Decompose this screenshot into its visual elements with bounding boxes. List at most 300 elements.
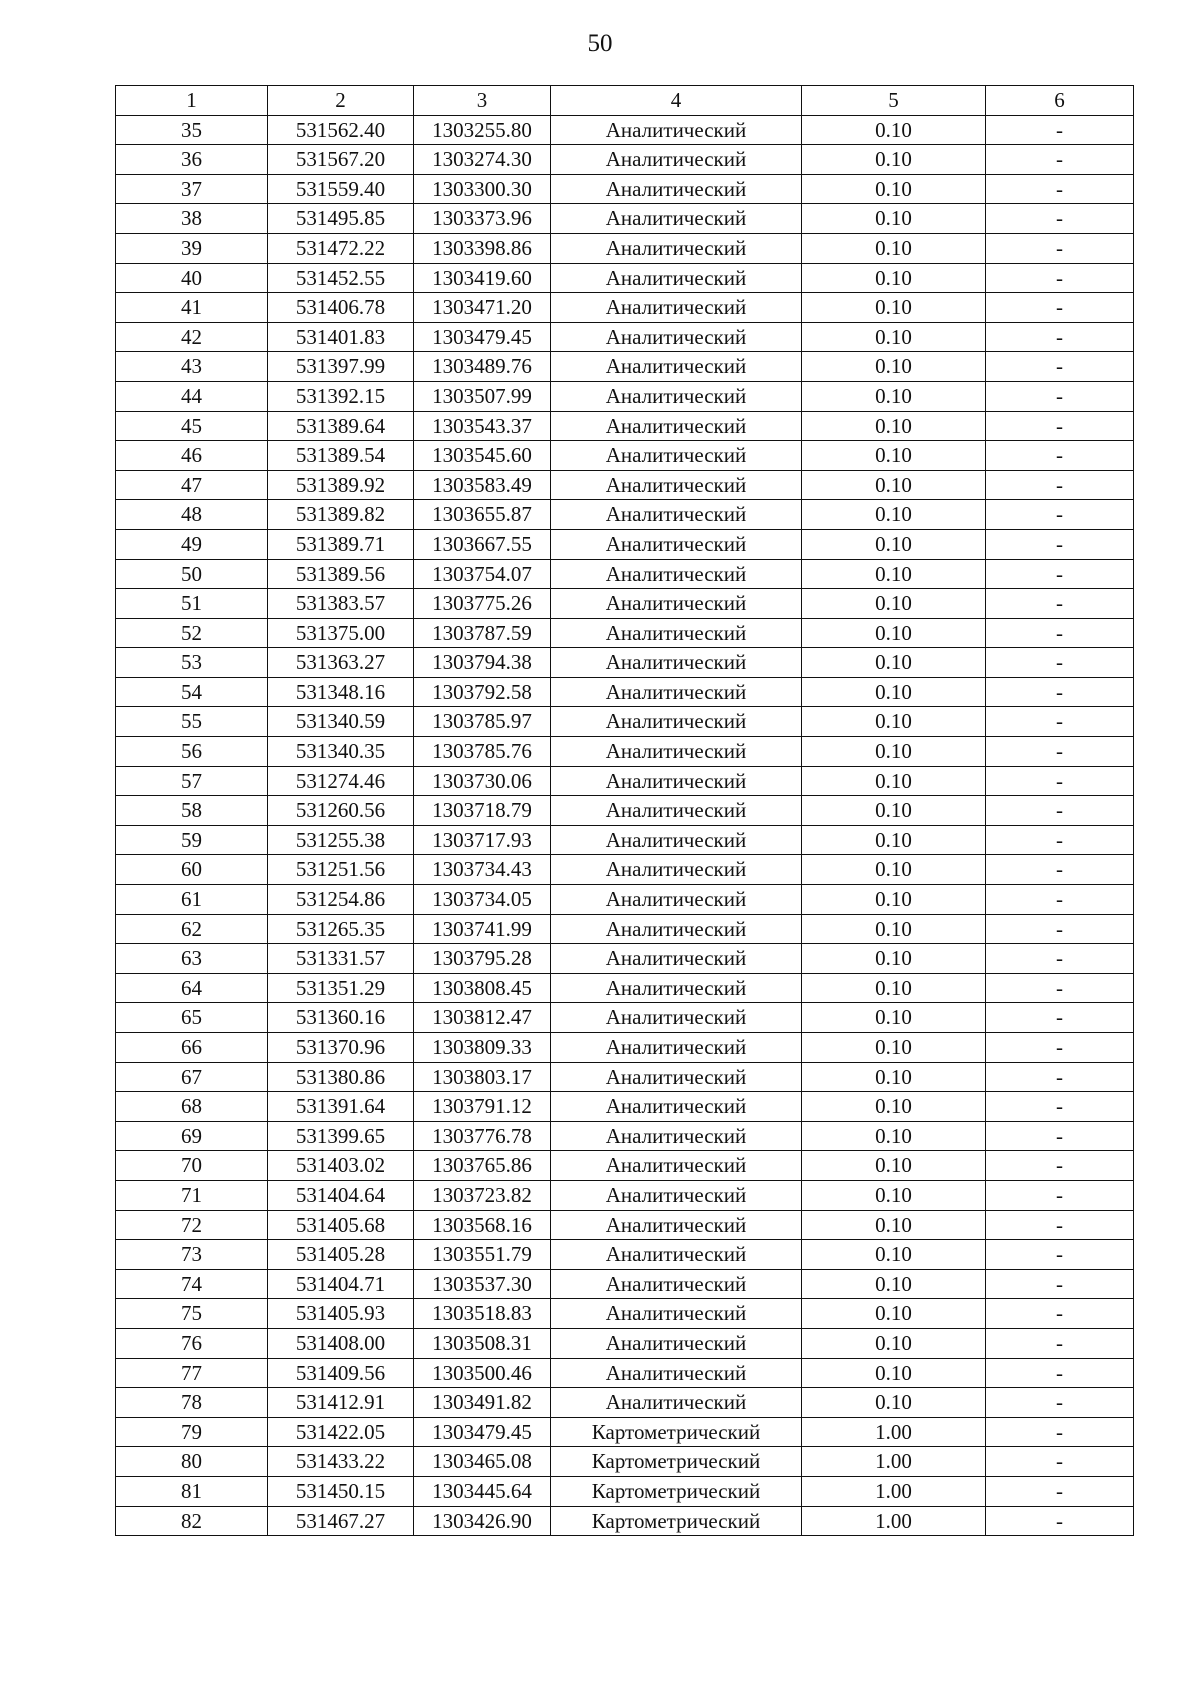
table-cell: 531255.38: [268, 825, 414, 855]
table-cell: 65: [116, 1003, 268, 1033]
table-cell: 0.10: [802, 1240, 986, 1270]
table-cell: 0.10: [802, 293, 986, 323]
table-cell: 1303803.17: [414, 1062, 551, 1092]
table-cell: 36: [116, 145, 268, 175]
table-cell: 0.10: [802, 529, 986, 559]
table-cell: 0.10: [802, 500, 986, 530]
table-cell: Аналитический: [551, 1240, 802, 1270]
table-cell: Аналитический: [551, 1121, 802, 1151]
table-cell: 49: [116, 529, 268, 559]
table-cell: 1303551.79: [414, 1240, 551, 1270]
table-cell: 1303718.79: [414, 796, 551, 826]
table-row: [116, 293, 1134, 323]
table-cell: 67: [116, 1062, 268, 1092]
table-cell: 531452.55: [268, 263, 414, 293]
table-cell: 0.10: [802, 1003, 986, 1033]
table-cell: -: [986, 1210, 1134, 1240]
table-cell: 1303489.76: [414, 352, 551, 382]
table-row: [116, 1388, 1134, 1418]
table-row: [116, 322, 1134, 352]
table-cell: -: [986, 707, 1134, 737]
table-cell: -: [986, 944, 1134, 974]
table-cell: Аналитический: [551, 559, 802, 589]
table-cell: 1303479.45: [414, 322, 551, 352]
table-cell: 45: [116, 411, 268, 441]
table-row: [116, 1180, 1134, 1210]
table-row: [116, 500, 1134, 530]
table-cell: 1303785.76: [414, 737, 551, 767]
table-cell: 531351.29: [268, 973, 414, 1003]
table-cell: 0.10: [802, 589, 986, 619]
table-cell: 531340.35: [268, 737, 414, 767]
table-cell: 72: [116, 1210, 268, 1240]
table-cell: -: [986, 293, 1134, 323]
table-row: [116, 233, 1134, 263]
table-row: [116, 441, 1134, 471]
table-row: [116, 411, 1134, 441]
table-cell: 531251.56: [268, 855, 414, 885]
table-cell: -: [986, 115, 1134, 145]
table-cell: -: [986, 1328, 1134, 1358]
table-cell: 73: [116, 1240, 268, 1270]
table-cell: 53: [116, 648, 268, 678]
table-cell: Аналитический: [551, 677, 802, 707]
table-cell: 70: [116, 1151, 268, 1181]
table-cell: -: [986, 1151, 1134, 1181]
table-row: [116, 263, 1134, 293]
table-cell: 78: [116, 1388, 268, 1418]
table-cell: 531363.27: [268, 648, 414, 678]
table-row: [116, 1447, 1134, 1477]
table-cell: Аналитический: [551, 1269, 802, 1299]
table-cell: 1303734.05: [414, 885, 551, 915]
table-cell: 52: [116, 618, 268, 648]
table-cell: 531389.64: [268, 411, 414, 441]
table-row: [116, 1299, 1134, 1329]
table-cell: -: [986, 204, 1134, 234]
table-cell: 1303500.46: [414, 1358, 551, 1388]
table-cell: -: [986, 1476, 1134, 1506]
table-cell: 42: [116, 322, 268, 352]
table-cell: -: [986, 1388, 1134, 1418]
table-cell: -: [986, 677, 1134, 707]
table-cell: 1303465.08: [414, 1447, 551, 1477]
table-cell: 58: [116, 796, 268, 826]
table-cell: 531472.22: [268, 233, 414, 263]
table-cell: -: [986, 914, 1134, 944]
table-row: [116, 204, 1134, 234]
table-cell: 531389.71: [268, 529, 414, 559]
table-cell: 0.10: [802, 648, 986, 678]
table-cell: 1303508.31: [414, 1328, 551, 1358]
table-cell: 531567.20: [268, 145, 414, 175]
table-body: [116, 115, 1134, 1536]
table-cell: Аналитический: [551, 796, 802, 826]
table-cell: 0.10: [802, 796, 986, 826]
table-cell: -: [986, 1062, 1134, 1092]
table-cell: 80: [116, 1447, 268, 1477]
coordinates-table: [115, 85, 1134, 1536]
table-cell: 68: [116, 1092, 268, 1122]
table-cell: Аналитический: [551, 1033, 802, 1063]
table-cell: -: [986, 973, 1134, 1003]
table-cell: Аналитический: [551, 411, 802, 441]
table-cell: 0.10: [802, 766, 986, 796]
table-cell: 76: [116, 1328, 268, 1358]
table-cell: 0.10: [802, 1328, 986, 1358]
table-cell: 0.10: [802, 559, 986, 589]
table-row: [116, 1269, 1134, 1299]
table-cell: Аналитический: [551, 1003, 802, 1033]
table-row: [116, 944, 1134, 974]
table-cell: 0.10: [802, 1033, 986, 1063]
table-cell: 0.10: [802, 441, 986, 471]
table-cell: 1.00: [802, 1506, 986, 1536]
table-cell: 66: [116, 1033, 268, 1063]
table-row: [116, 973, 1134, 1003]
table-cell: 1303667.55: [414, 529, 551, 559]
table-cell: 1303373.96: [414, 204, 551, 234]
column-header: 1: [116, 86, 268, 116]
table-row: [116, 1240, 1134, 1270]
column-header: 6: [986, 86, 1134, 116]
table-cell: Аналитический: [551, 322, 802, 352]
table-cell: 531433.22: [268, 1447, 414, 1477]
table-cell: 531331.57: [268, 944, 414, 974]
table-cell: -: [986, 737, 1134, 767]
table-cell: -: [986, 648, 1134, 678]
table-cell: 531404.71: [268, 1269, 414, 1299]
table-cell: 531391.64: [268, 1092, 414, 1122]
table-cell: 531405.68: [268, 1210, 414, 1240]
table-cell: -: [986, 470, 1134, 500]
table-cell: 0.10: [802, 855, 986, 885]
table-cell: 61: [116, 885, 268, 915]
table-cell: 1303543.37: [414, 411, 551, 441]
table-cell: 0.10: [802, 1121, 986, 1151]
table-row: [116, 1062, 1134, 1092]
table-row: [116, 1210, 1134, 1240]
table-cell: 1303274.30: [414, 145, 551, 175]
column-header: 3: [414, 86, 551, 116]
table-cell: -: [986, 589, 1134, 619]
table-cell: 0.10: [802, 115, 986, 145]
table-cell: 1303776.78: [414, 1121, 551, 1151]
table-cell: Аналитический: [551, 737, 802, 767]
table-cell: 0.10: [802, 470, 986, 500]
table-row: [116, 707, 1134, 737]
table-cell: 69: [116, 1121, 268, 1151]
table-cell: 1303741.99: [414, 914, 551, 944]
table-cell: Аналитический: [551, 648, 802, 678]
table-row: [116, 589, 1134, 619]
table-cell: -: [986, 1417, 1134, 1447]
table-cell: Аналитический: [551, 914, 802, 944]
table-cell: 0.10: [802, 1299, 986, 1329]
table-cell: Аналитический: [551, 1092, 802, 1122]
table-cell: 531405.28: [268, 1240, 414, 1270]
table-cell: 0.10: [802, 1388, 986, 1418]
table-cell: 531274.46: [268, 766, 414, 796]
table-cell: 1303723.82: [414, 1180, 551, 1210]
table-cell: 0.10: [802, 174, 986, 204]
table-row: [116, 737, 1134, 767]
table-cell: -: [986, 381, 1134, 411]
table-cell: 39: [116, 233, 268, 263]
table-cell: -: [986, 263, 1134, 293]
table-cell: 82: [116, 1506, 268, 1536]
table-cell: 0.10: [802, 825, 986, 855]
table-cell: Аналитический: [551, 233, 802, 263]
table-cell: -: [986, 796, 1134, 826]
table-row: [116, 914, 1134, 944]
table-cell: 1303471.20: [414, 293, 551, 323]
table-row: [116, 677, 1134, 707]
table-cell: 531340.59: [268, 707, 414, 737]
column-header: 2: [268, 86, 414, 116]
table-cell: -: [986, 352, 1134, 382]
table-cell: 1.00: [802, 1447, 986, 1477]
table-cell: -: [986, 1299, 1134, 1329]
table-cell: -: [986, 529, 1134, 559]
table-cell: 0.10: [802, 1358, 986, 1388]
table-row: [116, 648, 1134, 678]
table-row: [116, 352, 1134, 382]
table-row: [116, 1328, 1134, 1358]
table-cell: Аналитический: [551, 973, 802, 1003]
table-cell: 0.10: [802, 145, 986, 175]
table-cell: 75: [116, 1299, 268, 1329]
table-cell: 40: [116, 263, 268, 293]
table-row: [116, 855, 1134, 885]
table-row: [116, 825, 1134, 855]
table-cell: 1303300.30: [414, 174, 551, 204]
table-cell: 1303730.06: [414, 766, 551, 796]
table-row: [116, 1358, 1134, 1388]
table-cell: 0.10: [802, 1269, 986, 1299]
table-cell: 1303545.60: [414, 441, 551, 471]
table-cell: 37: [116, 174, 268, 204]
table-cell: 531408.00: [268, 1328, 414, 1358]
table-cell: 531389.92: [268, 470, 414, 500]
table-cell: 0.10: [802, 973, 986, 1003]
table-cell: Аналитический: [551, 766, 802, 796]
table-cell: Аналитический: [551, 174, 802, 204]
table-cell: 41: [116, 293, 268, 323]
table-cell: -: [986, 1180, 1134, 1210]
table-cell: 531409.56: [268, 1358, 414, 1388]
table-cell: -: [986, 1092, 1134, 1122]
table-cell: 531401.83: [268, 322, 414, 352]
page-number: 50: [587, 30, 613, 57]
table-cell: Аналитический: [551, 855, 802, 885]
table-cell: 79: [116, 1417, 268, 1447]
table-cell: 0.10: [802, 618, 986, 648]
table-row: [116, 1033, 1134, 1063]
table-cell: Аналитический: [551, 204, 802, 234]
table-cell: 47: [116, 470, 268, 500]
table-cell: 1303518.83: [414, 1299, 551, 1329]
table-cell: 74: [116, 1269, 268, 1299]
table-cell: 531370.96: [268, 1033, 414, 1063]
table-row: [116, 559, 1134, 589]
table-row: [116, 1506, 1134, 1536]
table-cell: Аналитический: [551, 944, 802, 974]
table-cell: Аналитический: [551, 529, 802, 559]
table-cell: 57: [116, 766, 268, 796]
table-cell: 531405.93: [268, 1299, 414, 1329]
table-cell: 531495.85: [268, 204, 414, 234]
table-header-row: [116, 86, 1134, 116]
table-cell: 531450.15: [268, 1476, 414, 1506]
table-cell: 0.10: [802, 233, 986, 263]
table-row: [116, 766, 1134, 796]
table-cell: Аналитический: [551, 589, 802, 619]
table-cell: 1303717.93: [414, 825, 551, 855]
table-cell: 77: [116, 1358, 268, 1388]
table-row: [116, 529, 1134, 559]
table-cell: 43: [116, 352, 268, 382]
table-cell: Картометрический: [551, 1476, 802, 1506]
table-cell: -: [986, 559, 1134, 589]
table-cell: 1303754.07: [414, 559, 551, 589]
table-cell: 1303426.90: [414, 1506, 551, 1536]
table-cell: 0.10: [802, 411, 986, 441]
table-cell: 62: [116, 914, 268, 944]
table-cell: 531389.54: [268, 441, 414, 471]
table-cell: Аналитический: [551, 885, 802, 915]
table-cell: 1303765.86: [414, 1151, 551, 1181]
table-cell: 531348.16: [268, 677, 414, 707]
table-cell: 1.00: [802, 1476, 986, 1506]
table-cell: 1303785.97: [414, 707, 551, 737]
table-cell: -: [986, 1033, 1134, 1063]
table-cell: 531412.91: [268, 1388, 414, 1418]
table-cell: -: [986, 500, 1134, 530]
table-cell: 0.10: [802, 1092, 986, 1122]
table-cell: 531559.40: [268, 174, 414, 204]
table-cell: 0.10: [802, 322, 986, 352]
table-cell: Картометрический: [551, 1417, 802, 1447]
table-cell: Аналитический: [551, 381, 802, 411]
table-cell: Аналитический: [551, 1358, 802, 1388]
table-cell: 0.10: [802, 677, 986, 707]
table-cell: Картометрический: [551, 1447, 802, 1477]
table-cell: -: [986, 618, 1134, 648]
column-header: 5: [802, 86, 986, 116]
table-cell: 60: [116, 855, 268, 885]
table-row: [116, 174, 1134, 204]
table-cell: 1303808.45: [414, 973, 551, 1003]
table-cell: 1303775.26: [414, 589, 551, 619]
table-cell: 0.10: [802, 885, 986, 915]
table-row: [116, 885, 1134, 915]
table-cell: 38: [116, 204, 268, 234]
table-cell: Аналитический: [551, 1151, 802, 1181]
table-cell: -: [986, 1447, 1134, 1477]
table-cell: 81: [116, 1476, 268, 1506]
table-cell: 71: [116, 1180, 268, 1210]
table-cell: Аналитический: [551, 293, 802, 323]
table-cell: Аналитический: [551, 825, 802, 855]
table-cell: Аналитический: [551, 441, 802, 471]
table-cell: 0.10: [802, 1062, 986, 1092]
table-cell: 1303255.80: [414, 115, 551, 145]
table-row: [116, 1121, 1134, 1151]
table-cell: 531389.82: [268, 500, 414, 530]
table-cell: -: [986, 1003, 1134, 1033]
table-cell: 1303419.60: [414, 263, 551, 293]
table-cell: 531562.40: [268, 115, 414, 145]
table-cell: -: [986, 411, 1134, 441]
table-cell: 1303734.43: [414, 855, 551, 885]
table-cell: Аналитический: [551, 1210, 802, 1240]
table-cell: 56: [116, 737, 268, 767]
table-cell: Аналитический: [551, 1062, 802, 1092]
table-cell: 1303794.38: [414, 648, 551, 678]
table-cell: 1303537.30: [414, 1269, 551, 1299]
table-cell: 35: [116, 115, 268, 145]
table-cell: Аналитический: [551, 1388, 802, 1418]
table-cell: 1303655.87: [414, 500, 551, 530]
table-cell: 63: [116, 944, 268, 974]
table-cell: 531389.56: [268, 559, 414, 589]
table-row: [116, 1003, 1134, 1033]
table-cell: 0.10: [802, 263, 986, 293]
table-cell: 48: [116, 500, 268, 530]
table-cell: -: [986, 825, 1134, 855]
table-cell: 0.10: [802, 914, 986, 944]
table-row: [116, 381, 1134, 411]
table-cell: 0.10: [802, 737, 986, 767]
table-cell: -: [986, 145, 1134, 175]
table-cell: 531375.00: [268, 618, 414, 648]
table-cell: -: [986, 1358, 1134, 1388]
table-cell: -: [986, 322, 1134, 352]
table-cell: 1303479.45: [414, 1417, 551, 1447]
table-cell: Аналитический: [551, 263, 802, 293]
table-row: [116, 618, 1134, 648]
table-cell: 0.10: [802, 944, 986, 974]
table-cell: 531404.64: [268, 1180, 414, 1210]
table-cell: -: [986, 441, 1134, 471]
table-cell: Аналитический: [551, 1180, 802, 1210]
table-cell: 50: [116, 559, 268, 589]
table-cell: 531422.05: [268, 1417, 414, 1447]
table-cell: 531254.86: [268, 885, 414, 915]
table-cell: 0.10: [802, 1180, 986, 1210]
table-cell: 1303809.33: [414, 1033, 551, 1063]
table-cell: Аналитический: [551, 500, 802, 530]
table-cell: 51: [116, 589, 268, 619]
table-cell: Аналитический: [551, 707, 802, 737]
table-cell: -: [986, 174, 1134, 204]
table-cell: -: [986, 1121, 1134, 1151]
table-cell: 64: [116, 973, 268, 1003]
table-cell: 531360.16: [268, 1003, 414, 1033]
table-cell: 531397.99: [268, 352, 414, 382]
table-cell: 1303795.28: [414, 944, 551, 974]
table-cell: 1303507.99: [414, 381, 551, 411]
table-row: [116, 796, 1134, 826]
table-cell: 1303568.16: [414, 1210, 551, 1240]
table-cell: 59: [116, 825, 268, 855]
table-row: [116, 1151, 1134, 1181]
table-cell: Аналитический: [551, 618, 802, 648]
table-cell: Аналитический: [551, 470, 802, 500]
table-cell: 1303398.86: [414, 233, 551, 263]
table-cell: Аналитический: [551, 145, 802, 175]
